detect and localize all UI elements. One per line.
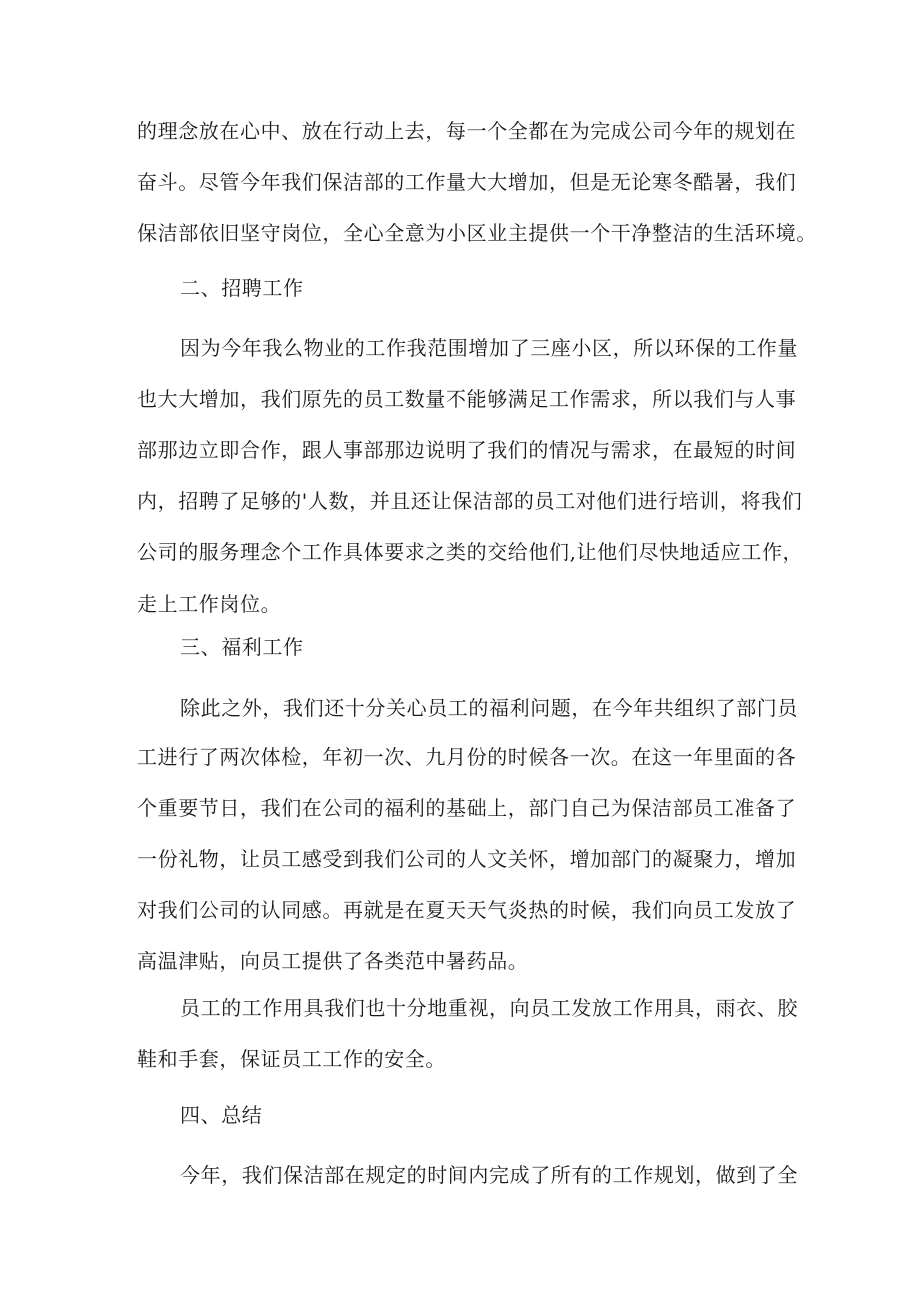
paragraph-line: 的理念放在心中、放在行动上去，每一个全都在为完成公司今年的规划在 — [137, 119, 797, 143]
paragraph-line: 部那边立即合作，跟人事部那边说明了我们的情况与需求，在最短的时间 — [137, 438, 797, 462]
paragraph-line: 个重要节日，我们在公司的福利的基础上，部门自己为保洁部员工准备了 — [137, 796, 797, 820]
paragraph-line: 因为今年我么物业的工作我范围增加了三座小区，所以环保的工作量 — [180, 336, 798, 360]
section-heading-recruitment: 二、招聘工作 — [180, 276, 304, 300]
paragraph-line: 员工的工作用具我们也十分地重视，向员工发放工作用具，雨衣、胶 — [180, 996, 798, 1020]
paragraph-line: 奋斗。尽管今年我们保洁部的工作量大大增加，但是无论寒冬酷暑，我们 — [137, 170, 797, 194]
paragraph-line: 走上工作岗位。 — [137, 592, 282, 616]
paragraph-line: 对我们公司的认同感。再就是在夏天天气炎热的时候，我们向员工发放了 — [137, 898, 797, 922]
paragraph-line: 也大大增加，我们原先的员工数量不能够满足工作需求，所以我们与人事 — [137, 387, 797, 411]
paragraph-line: 公司的服务理念个工作具体要求之类的交给他们,让他们尽快地适应工作， — [137, 540, 804, 564]
paragraph-line: 保洁部依旧坚守岗位，全心全意为小区业主提供一个干净整洁的生活环境。 — [137, 221, 817, 245]
section-heading-summary: 四、总结 — [180, 1103, 263, 1127]
paragraph-line: 高温津贴，向员工提供了各类范中暑药品。 — [137, 949, 529, 973]
section-heading-welfare: 三、福利工作 — [180, 635, 304, 659]
paragraph-line: 内，招聘了足够的'人数，并且还让保洁部的员工对他们进行培训，将我们 — [137, 489, 803, 513]
paragraph-line: 鞋和手套，保证员工工作的安全。 — [137, 1047, 446, 1071]
paragraph-line: 一份礼物，让员工感受到我们公司的人文关怀，增加部门的凝聚力，增加 — [137, 847, 797, 871]
paragraph-line: 工进行了两次体检，年初一次、九月份的时候各一次。在这一年里面的各 — [137, 745, 797, 769]
paragraph-line: 除此之外，我们还十分关心员工的福利问题，在今年共组织了部门员 — [180, 696, 798, 720]
paragraph-line: 今年，我们保洁部在规定的时间内完成了所有的工作规划，做到了全 — [180, 1163, 798, 1187]
